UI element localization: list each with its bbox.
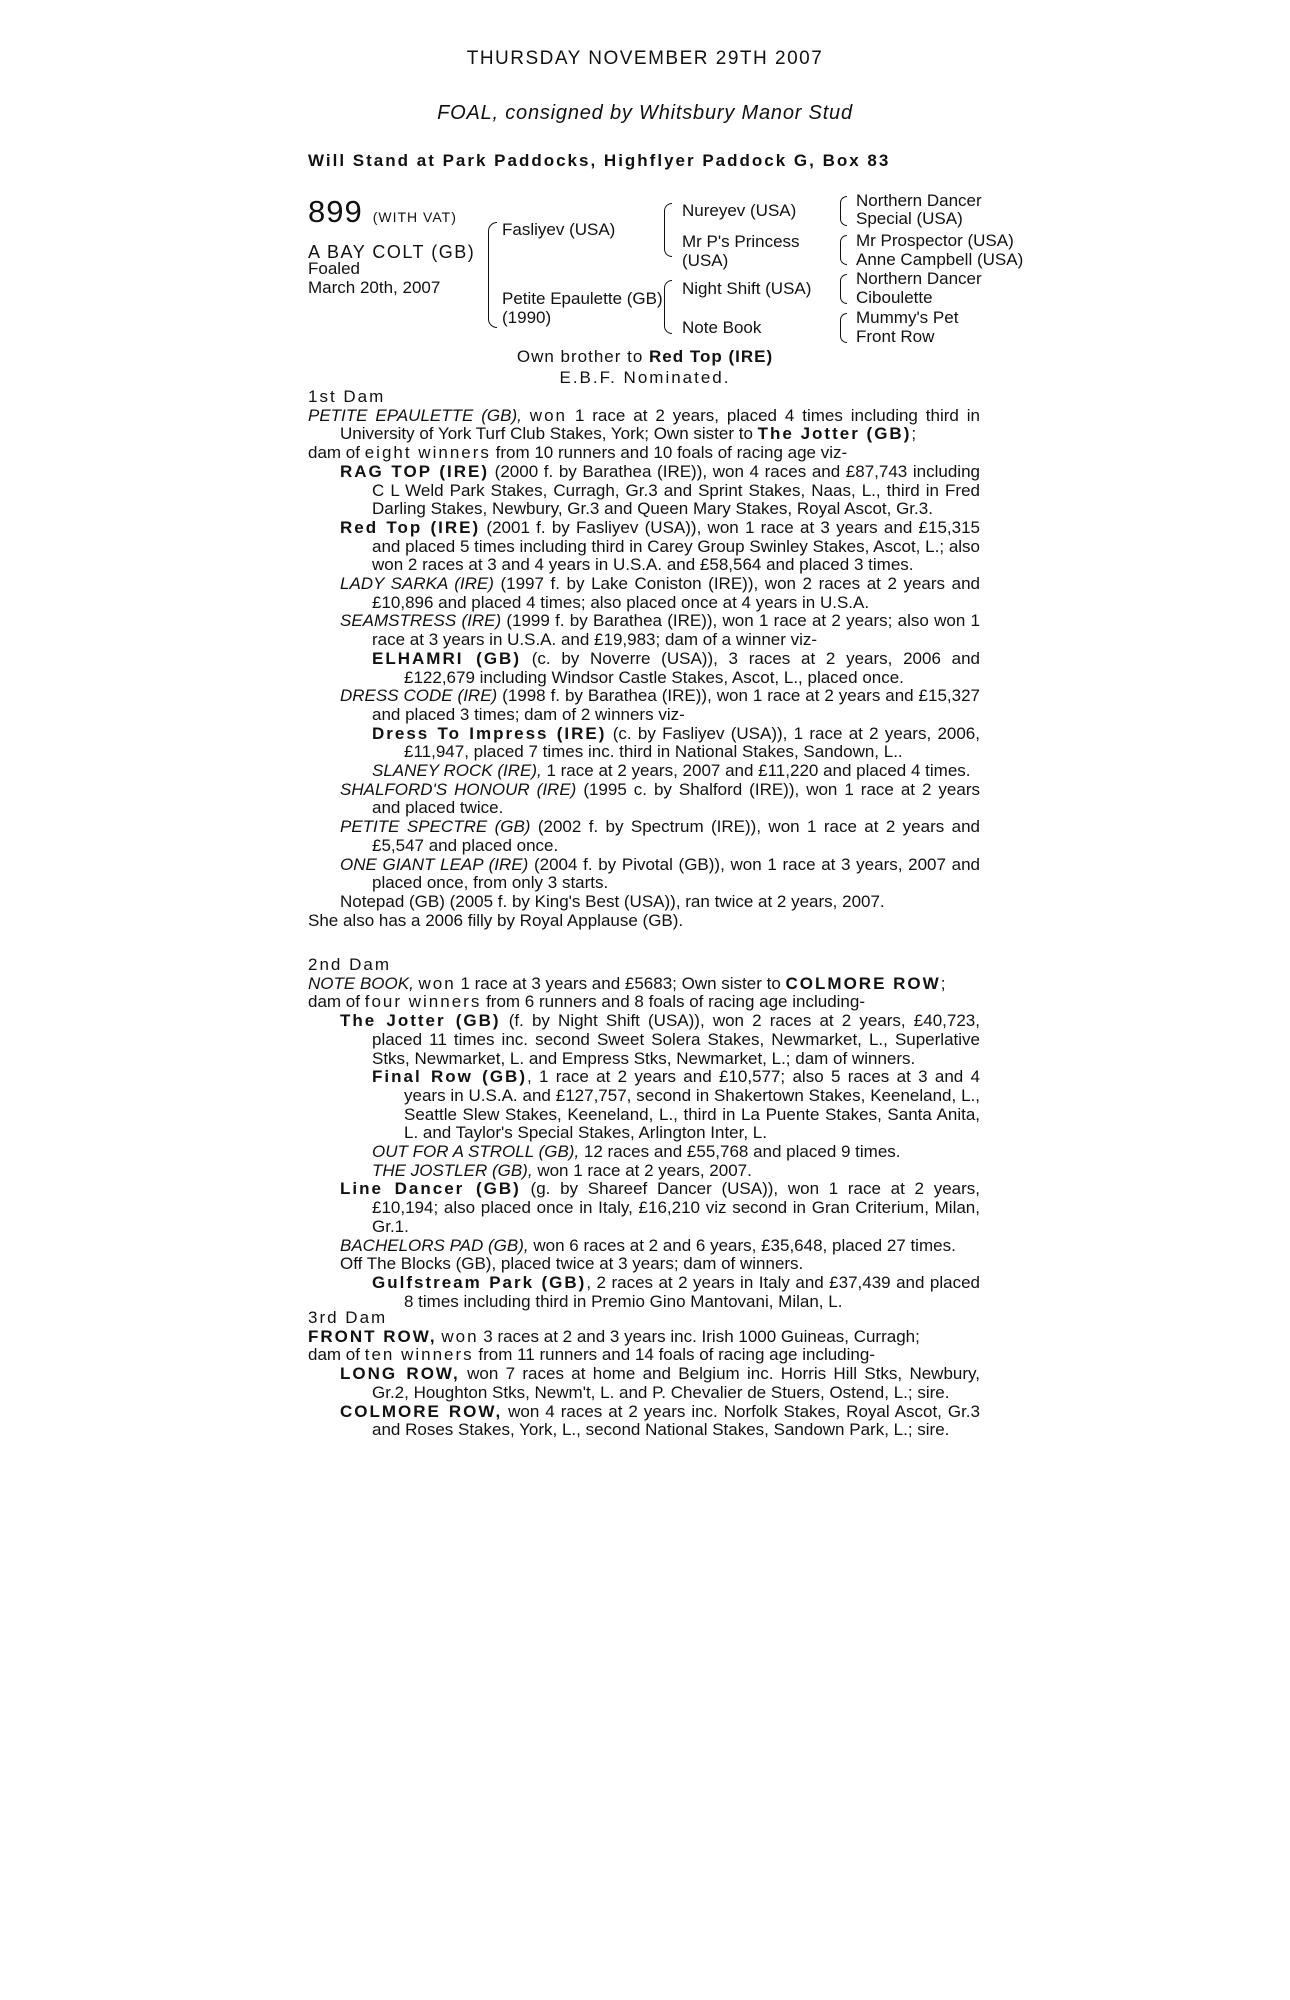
produce-seamstress [308,612,980,649]
produce-record: won 4 races at 2 years inc. Norfolk Stakes, Royal Ascot, Gr.3 and Roses Stakes, York, L., second National Stakes, Sandown Park, L.; sire. [372,1401,980,1440]
produce-name: SHALFORD'S HONOUR (IRE) [340,779,577,799]
second-dam-winner-count: four winners [364,992,482,1012]
stand-location: Will Stand at Park Paddocks, Highflyer Paddock G, Box 83 [308,151,891,170]
pedigree-g4: Anne Campbell (USA) [856,250,1024,269]
pedigree-g5: Northern Dancer [856,269,982,288]
foaled-date: March 20th, 2007 [308,278,441,297]
lot-number [308,194,457,230]
own-brother-name: Red Top (IRE) [649,347,774,366]
lot-description: A BAY COLT (GB) [308,242,476,262]
produce-slaney-rock [308,762,980,781]
produce-record: won 6 races at 2 and 6 years, £35,648, placed 27 times. [533,1235,956,1255]
third-dam-record: 3 races at 2 and 3 years inc. Irish 1000 Guineas, Curragh; [483,1326,920,1346]
pedigree-g6: Ciboulette [856,288,933,307]
pedigree-dam-dam: Note Book [682,318,762,337]
produce-record: (2000 f. by Barathea (IRE)), won 4 races and £87,743 including C L Weld Park Stakes, Curragh, Gr.3 and Sprint Stakes, Naas, L., third in Fred Darling Stakes, Newbury, Gr.3 and Queen Mary Stakes, Royal Ascot, Gr.3. [372,461,980,519]
produce-one-giant-leap [308,856,980,893]
first-dam-winner-count: eight winners [364,443,491,463]
produce-colmore-row [308,1403,980,1440]
third-dam-heading: 3rd Dam [308,1308,388,1327]
pedigree-g7: Mummy's Pet [856,308,959,327]
own-brother-line [0,347,1290,367]
pedigree-brace-main [488,222,497,328]
produce-record: won 1 race at 2 years, 2007. [537,1160,752,1180]
produce-out-for-a-stroll [308,1143,980,1162]
third-dam-won: won [441,1326,479,1346]
third-dam-intro [308,1328,980,1347]
produce-record: (1999 f. by Barathea (IRE)), won 1 race at 2 years; also won 1 race at 3 years in U.S.A. and £19,983; dam of a winner viz- [372,611,980,650]
produce-name: ELHAMRI (GB) [372,648,521,668]
produce-record: , 2 races at 2 years in Italy and £37,439 and placed 8 times including third in Premio Gino Mantovani, Milan, L. [404,1272,980,1311]
pedigree-brace-g2 [840,235,847,265]
pedigree-g1: Northern Dancer [856,191,982,210]
pedigree-dam-year: (1990) [502,308,552,327]
first-dam-dam-of: dam of [308,443,360,463]
pedigree-brace-g3 [840,274,847,304]
pedigree-brace-g4 [840,313,847,343]
first-dam-produce-summary [308,444,980,463]
produce-record: , 1 race at 2 years and £10,577; also 5 races at 3 and 4 years in U.S.A. and £127,757, second in Shakertown Stakes, Keeneland, L., Seattle Slew Stakes, Keeneland, L., third in La Puente Stakes, Santa Anita, L. and Taylor's Special Stakes, Arlington Inter, L. [404,1067,980,1143]
produce-name: THE JOSTLER (GB), [372,1160,533,1180]
produce-name: DRESS CODE (IRE) [340,686,498,706]
produce-record: (1995 c. by Shalford (IRE)), won 1 race at 2 years and placed twice. [372,779,980,818]
produce-record: (2004 f. by Pivotal (GB)), won 1 race at 3 years, 2007 and placed once, from only 3 starts. [372,854,980,893]
produce-gulfstream-park [308,1274,980,1311]
sale-date: THURSDAY NOVEMBER 29TH 2007 [466,48,824,69]
produce-record: (2001 f. by Fasliyev (USA)), won 1 race at 3 years and £15,315 and placed 5 times including third in Carey Group Swinley Stakes, Ascot, L.; also won 2 races at 3 and 4 years in U.S.A. and £58,564 and placed 3 times. [372,517,980,575]
produce-red-top [308,519,980,575]
pedigree-dam-sire: Night Shift (USA) [682,279,812,298]
pedigree-sire-dam: Mr P's Princess [682,232,800,251]
produce-name: The Jotter (GB) [340,1011,501,1031]
produce-rag-top [308,463,980,519]
produce-dress-code [308,687,980,724]
pedigree-brace-sire [664,203,672,257]
consignor-line: FOAL, consigned by Whitsbury Manor Stud [437,102,853,124]
produce-shalfords-honour [308,781,980,818]
produce-name: RAG TOP (IRE) [340,461,490,481]
produce-name: Dress To Impress (IRE) [372,723,607,743]
third-dam-dam-of: dam of [308,1345,360,1365]
produce-name: Red Top (IRE) [340,517,481,537]
second-dam-heading: 2nd Dam [308,955,391,974]
produce-petite-spectre [308,818,980,855]
pedigree-dam: Petite Epaulette (GB) [502,289,663,308]
pedigree-brace-dam [664,280,672,334]
third-dam-winner-count: ten winners [364,1345,474,1365]
produce-long-row [308,1365,980,1402]
first-dam-sister: The Jotter (GB) [757,424,912,444]
vat-note: (WITH VAT) [372,209,457,225]
produce-record: won 7 races at home and Belgium inc. Horris Hill Stks, Newbury, Gr.2, Houghton Stks, Newm't, L. and P. Chevalier de Stuers, Ostend, L.; sire. [372,1364,980,1402]
pedigree-sire-sire: Nureyev (USA) [682,201,797,220]
produce-name: Line Dancer (GB) [340,1179,521,1199]
first-dam-heading: 1st Dam [308,387,386,406]
produce-name: LONG ROW, [340,1364,460,1384]
produce-the-jotter [308,1012,980,1068]
pedigree-sire-dam-origin: (USA) [682,251,729,270]
first-dam-record: 1 race at 2 years, placed 4 times including third in University of York Turf Club Stakes, York; Own sister to [340,405,981,444]
produce-name: ONE GIANT LEAP (IRE) [340,854,529,874]
third-dam-runners: from 11 runners and 14 foals of racing age including- [478,1345,875,1365]
second-dam-section [308,956,980,1311]
produce-name: PETITE SPECTRE (GB) [340,817,531,837]
produce-line-dancer [308,1180,980,1236]
produce-bachelors-pad [308,1237,980,1256]
produce-record: (g. by Shareef Dancer (USA)), won 1 race at 2 years, £10,194; also placed once in Italy, £16,210 viz second in Gran Criterium, Milan, Gr.1. [372,1179,980,1236]
first-dam-won: won [529,405,567,425]
produce-record: (c. by Noverre (USA)), 3 races at 2 years, 2006 and £122,679 including Windsor Castle Stakes, Ascot, L., placed once. [404,648,981,687]
produce-record: (2002 f. by Spectrum (IRE)), won 1 race at 2 years and £5,547 and placed once. [372,817,980,855]
second-dam-sister-end: ; [940,973,946,993]
pedigree-g8: Front Row [856,327,935,346]
third-dam-produce-summary [308,1346,980,1365]
produce-2006-filly: She also has a 2006 filly by Royal Applause (GB). [308,910,684,930]
produce-record: (1997 f. by Lake Coniston (IRE)), won 2 races at 2 years and £10,896 and placed 4 times; also placed once at 4 years in U.S.A. [372,574,980,612]
second-dam-sister: COLMORE ROW [785,973,941,993]
first-dam-name: PETITE EPAULETTE (GB), [308,405,522,425]
produce-notepad: Notepad (GB) (2005 f. by King's Best (USA)), ran twice at 2 years, 2007. [340,891,885,911]
produce-name: COLMORE ROW, [340,1401,503,1421]
produce-name: Final Row (GB) [372,1067,527,1087]
third-dam-name: FRONT ROW, [308,1326,437,1346]
foaled-label: Foaled [308,259,360,278]
produce-the-jostler [308,1162,980,1181]
produce-name: LADY SARKA (IRE) [340,574,494,594]
produce-name: Gulfstream Park (GB) [372,1272,587,1292]
first-dam-sister-end: ; [911,424,917,444]
produce-record: (c. by Fasliyev (USA)), 1 race at 2 years, 2006, £11,947, placed 7 times inc. third in National Stakes, Sandown, L.. [404,723,980,762]
pedigree-brace-g1 [840,196,847,226]
produce-record: 1 race at 2 years, 2007 and £11,220 and placed 4 times. [546,761,971,781]
first-dam-section [308,388,980,930]
first-dam-runners: from 10 runners and 10 foals of racing age viz- [495,443,848,463]
second-dam-runners: from 6 runners and 8 foals of racing age including- [486,992,866,1012]
second-dam-dam-of: dam of [308,992,360,1012]
second-dam-record: 1 race at 3 years and £5683; Own sister to [460,973,781,993]
produce-name: OUT FOR A STROLL (GB), [372,1142,580,1162]
ebf-nominated: E.B.F. Nominated. [559,368,731,387]
second-dam-won: won [418,973,456,993]
produce-lady-sarka [308,575,980,612]
second-dam-produce-summary [308,993,980,1012]
produce-record: (1998 f. by Barathea (IRE)), won 1 race at 2 years and £15,327 and placed 3 times; dam of 2 winners viz- [372,686,980,724]
produce-final-row [308,1068,980,1143]
produce-elhamri [308,650,980,687]
produce-record: 12 races and £55,768 and placed 9 times. [583,1142,901,1162]
produce-name: SLANEY ROCK (IRE), [372,761,542,781]
produce-name: SEAMSTRESS (IRE) [340,611,502,631]
first-dam-intro [308,407,980,444]
produce-dress-to-impress [308,725,980,762]
own-brother-prefix: Own brother to [516,347,644,366]
pedigree-g2: Special (USA) [856,209,963,228]
produce-name: BACHELORS PAD (GB), [340,1235,529,1255]
second-dam-intro [308,975,980,994]
produce-record: (f. by Night Shift (USA)), won 2 races at 2 years, £40,723, placed 11 times inc. second Sweet Solera Stakes, Newmarket, L., Superlative Stks, Newmarket, L. and Empress Stks, Newmarket, L.; dam of winners. [372,1011,980,1068]
produce-off-the-blocks: Off The Blocks (GB), placed twice at 3 years; dam of winners. [340,1254,804,1274]
pedigree-g3: Mr Prospector (USA) [856,231,1014,250]
third-dam-section [308,1309,980,1440]
pedigree-sire: Fasliyev (USA) [502,220,616,239]
lot-number-value: 899 [308,194,363,229]
second-dam-name: NOTE BOOK, [308,973,414,993]
